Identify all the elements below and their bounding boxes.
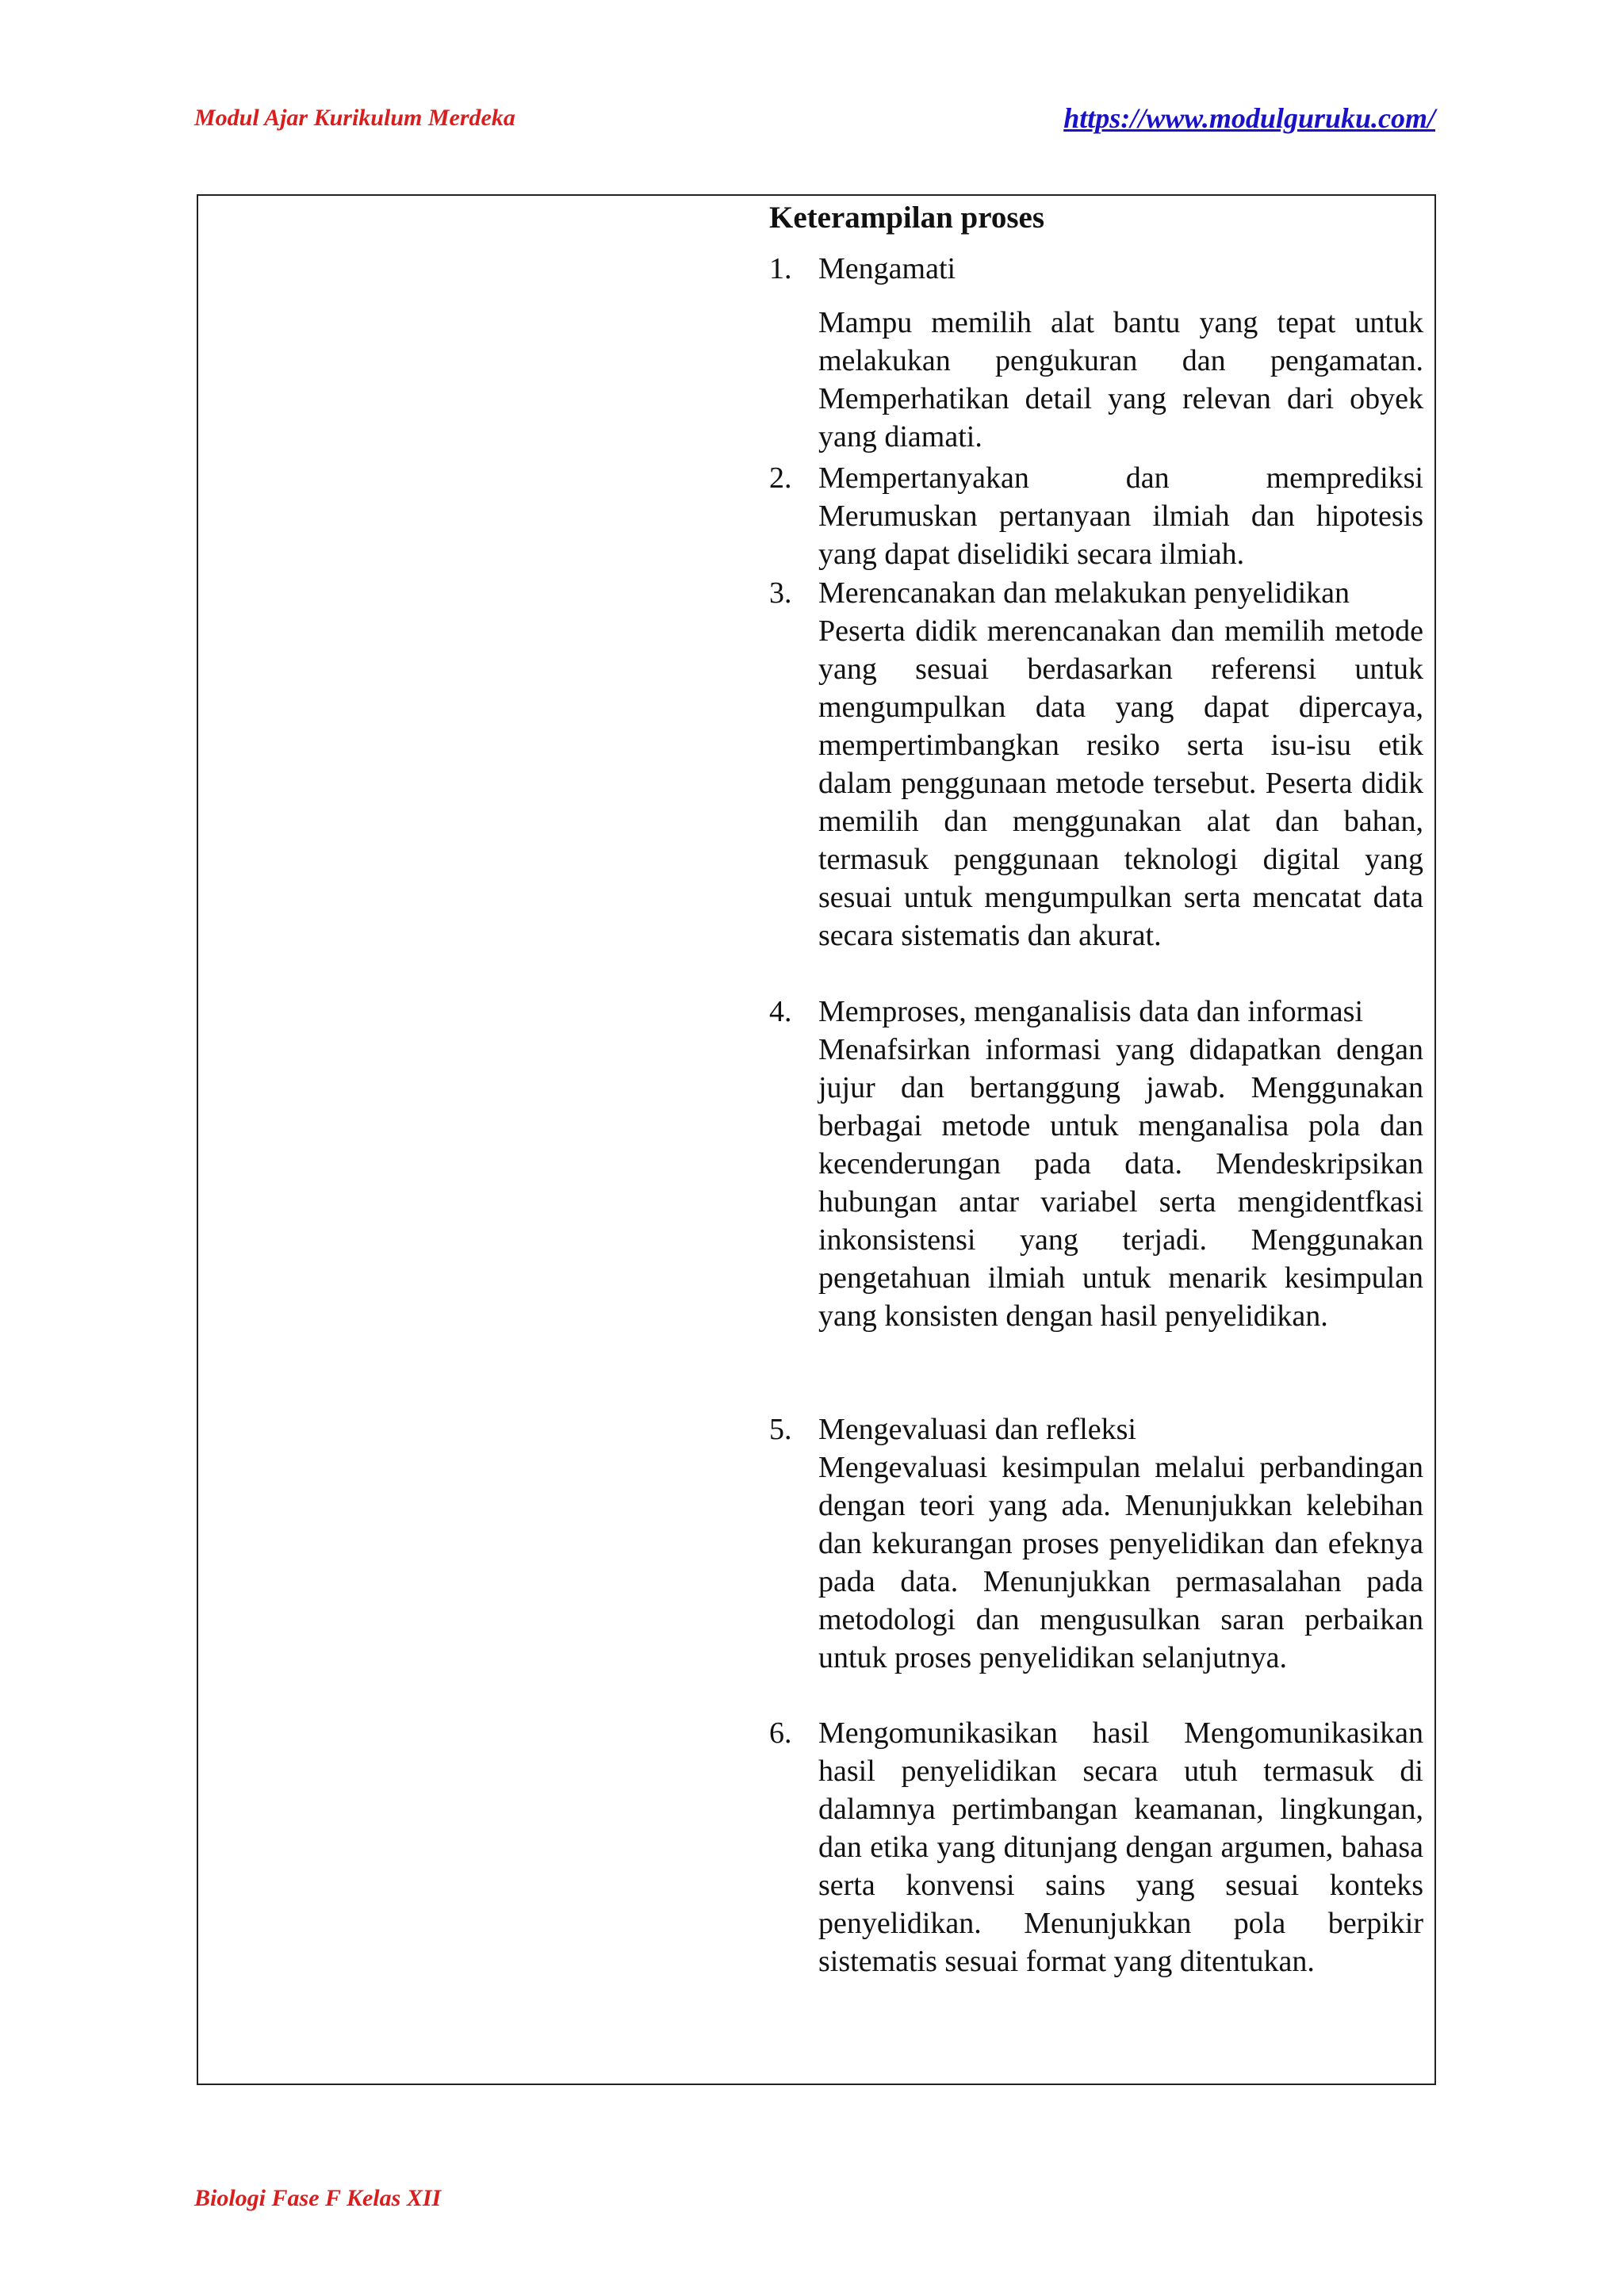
list-item-number: 2.	[769, 461, 792, 495]
list-item-body	[818, 1410, 1423, 1677]
list-item-title: Mengevaluasi dan refleksi	[818, 1413, 1136, 1446]
list-item-body	[818, 1714, 1423, 1980]
list-item-description: Mengevaluasi kesimpulan melalui perbandingan dengan teori yang ada. Menunjukkan kelebihan dan kekurangan proses penyelidikan dan efeknya pada data. Menunjukkan permasalahan pada metodologi dan mengusulkan saran perbaikan untuk proses penyelidikan selanjutnya.	[818, 1451, 1423, 1674]
header-left-title: Modul Ajar Kurikulum Merdeka	[194, 105, 515, 131]
list-item-body	[818, 459, 1423, 573]
list-item-number: 4.	[769, 995, 792, 1028]
list-item-body	[818, 574, 1423, 955]
section-title: Keterampilan proses	[769, 201, 1045, 235]
list-item-number: 6.	[769, 1716, 792, 1750]
list-item-number: 1.	[769, 252, 792, 285]
list-item-number: 5.	[769, 1413, 792, 1446]
list-item-title: Mengomunikasikan hasil Mengomunikasikan hasil penyelidikan secara utuh termasuk di dalamnya pertimbangan keamanan, lingkungan, dan etika yang ditunjang dengan argumen, bahasa serta konvensi sains yang sesuai konteks penyelidikan. Menunjukkan pola berpikir sistematis sesuai format yang ditentukan.	[818, 1716, 1423, 1978]
list-item-number: 3.	[769, 576, 792, 610]
list-item-body	[818, 993, 1423, 1335]
list-item-description: Menafsirkan informasi yang didapatkan dengan jujur dan bertanggung jawab. Menggunakan berbagai metode untuk menganalisa pola dan kecenderungan pada data. Mendeskripsikan hubungan antar variabel serta mengidentfkasi inkonsistensi yang terjadi. Menggunakan pengetahuan ilmiah untuk menarik kesimpulan yang konsisten dengan hasil penyelidikan.	[818, 1033, 1423, 1333]
content-table	[197, 194, 1436, 2085]
list-item-body	[818, 250, 1423, 456]
list-item-description: Peserta didik merencanakan dan memilih metode yang sesuai berdasarkan referensi untuk mengumpulkan data yang dapat dipercaya, mempertimbangkan resiko serta isu-isu etik dalam penggunaan metode tersebut. Peserta didik memilih dan menggunakan alat dan bahan, termasuk penggunaan teknologi digital yang sesuai untuk mengumpulkan serta mencatat data secara sistematis dan akurat.	[818, 614, 1423, 952]
list-item-title: Memproses, menganalisis data dan informasi	[818, 995, 1364, 1028]
list-item-title: Merencanakan dan melakukan penyelidikan	[818, 576, 1350, 610]
header-website-link[interactable]: https://www.modulguruku.com/	[1063, 102, 1435, 134]
list-item-title: Mengamati	[818, 252, 956, 285]
list-item-title: Mempertanyakan dan memprediksi	[818, 461, 1423, 495]
list-item-description: Mampu memilih alat bantu yang tepat untuk melakukan pengukuran dan pengamatan. Memperhatikan detail yang relevan dari obyek yang diamati.	[818, 306, 1423, 453]
list-item-description: Merumuskan pertanyaan ilmiah dan hipotesis yang dapat diselidiki secara ilmiah.	[818, 499, 1423, 571]
footer-title: Biologi Fase F Kelas XII	[194, 2185, 442, 2211]
